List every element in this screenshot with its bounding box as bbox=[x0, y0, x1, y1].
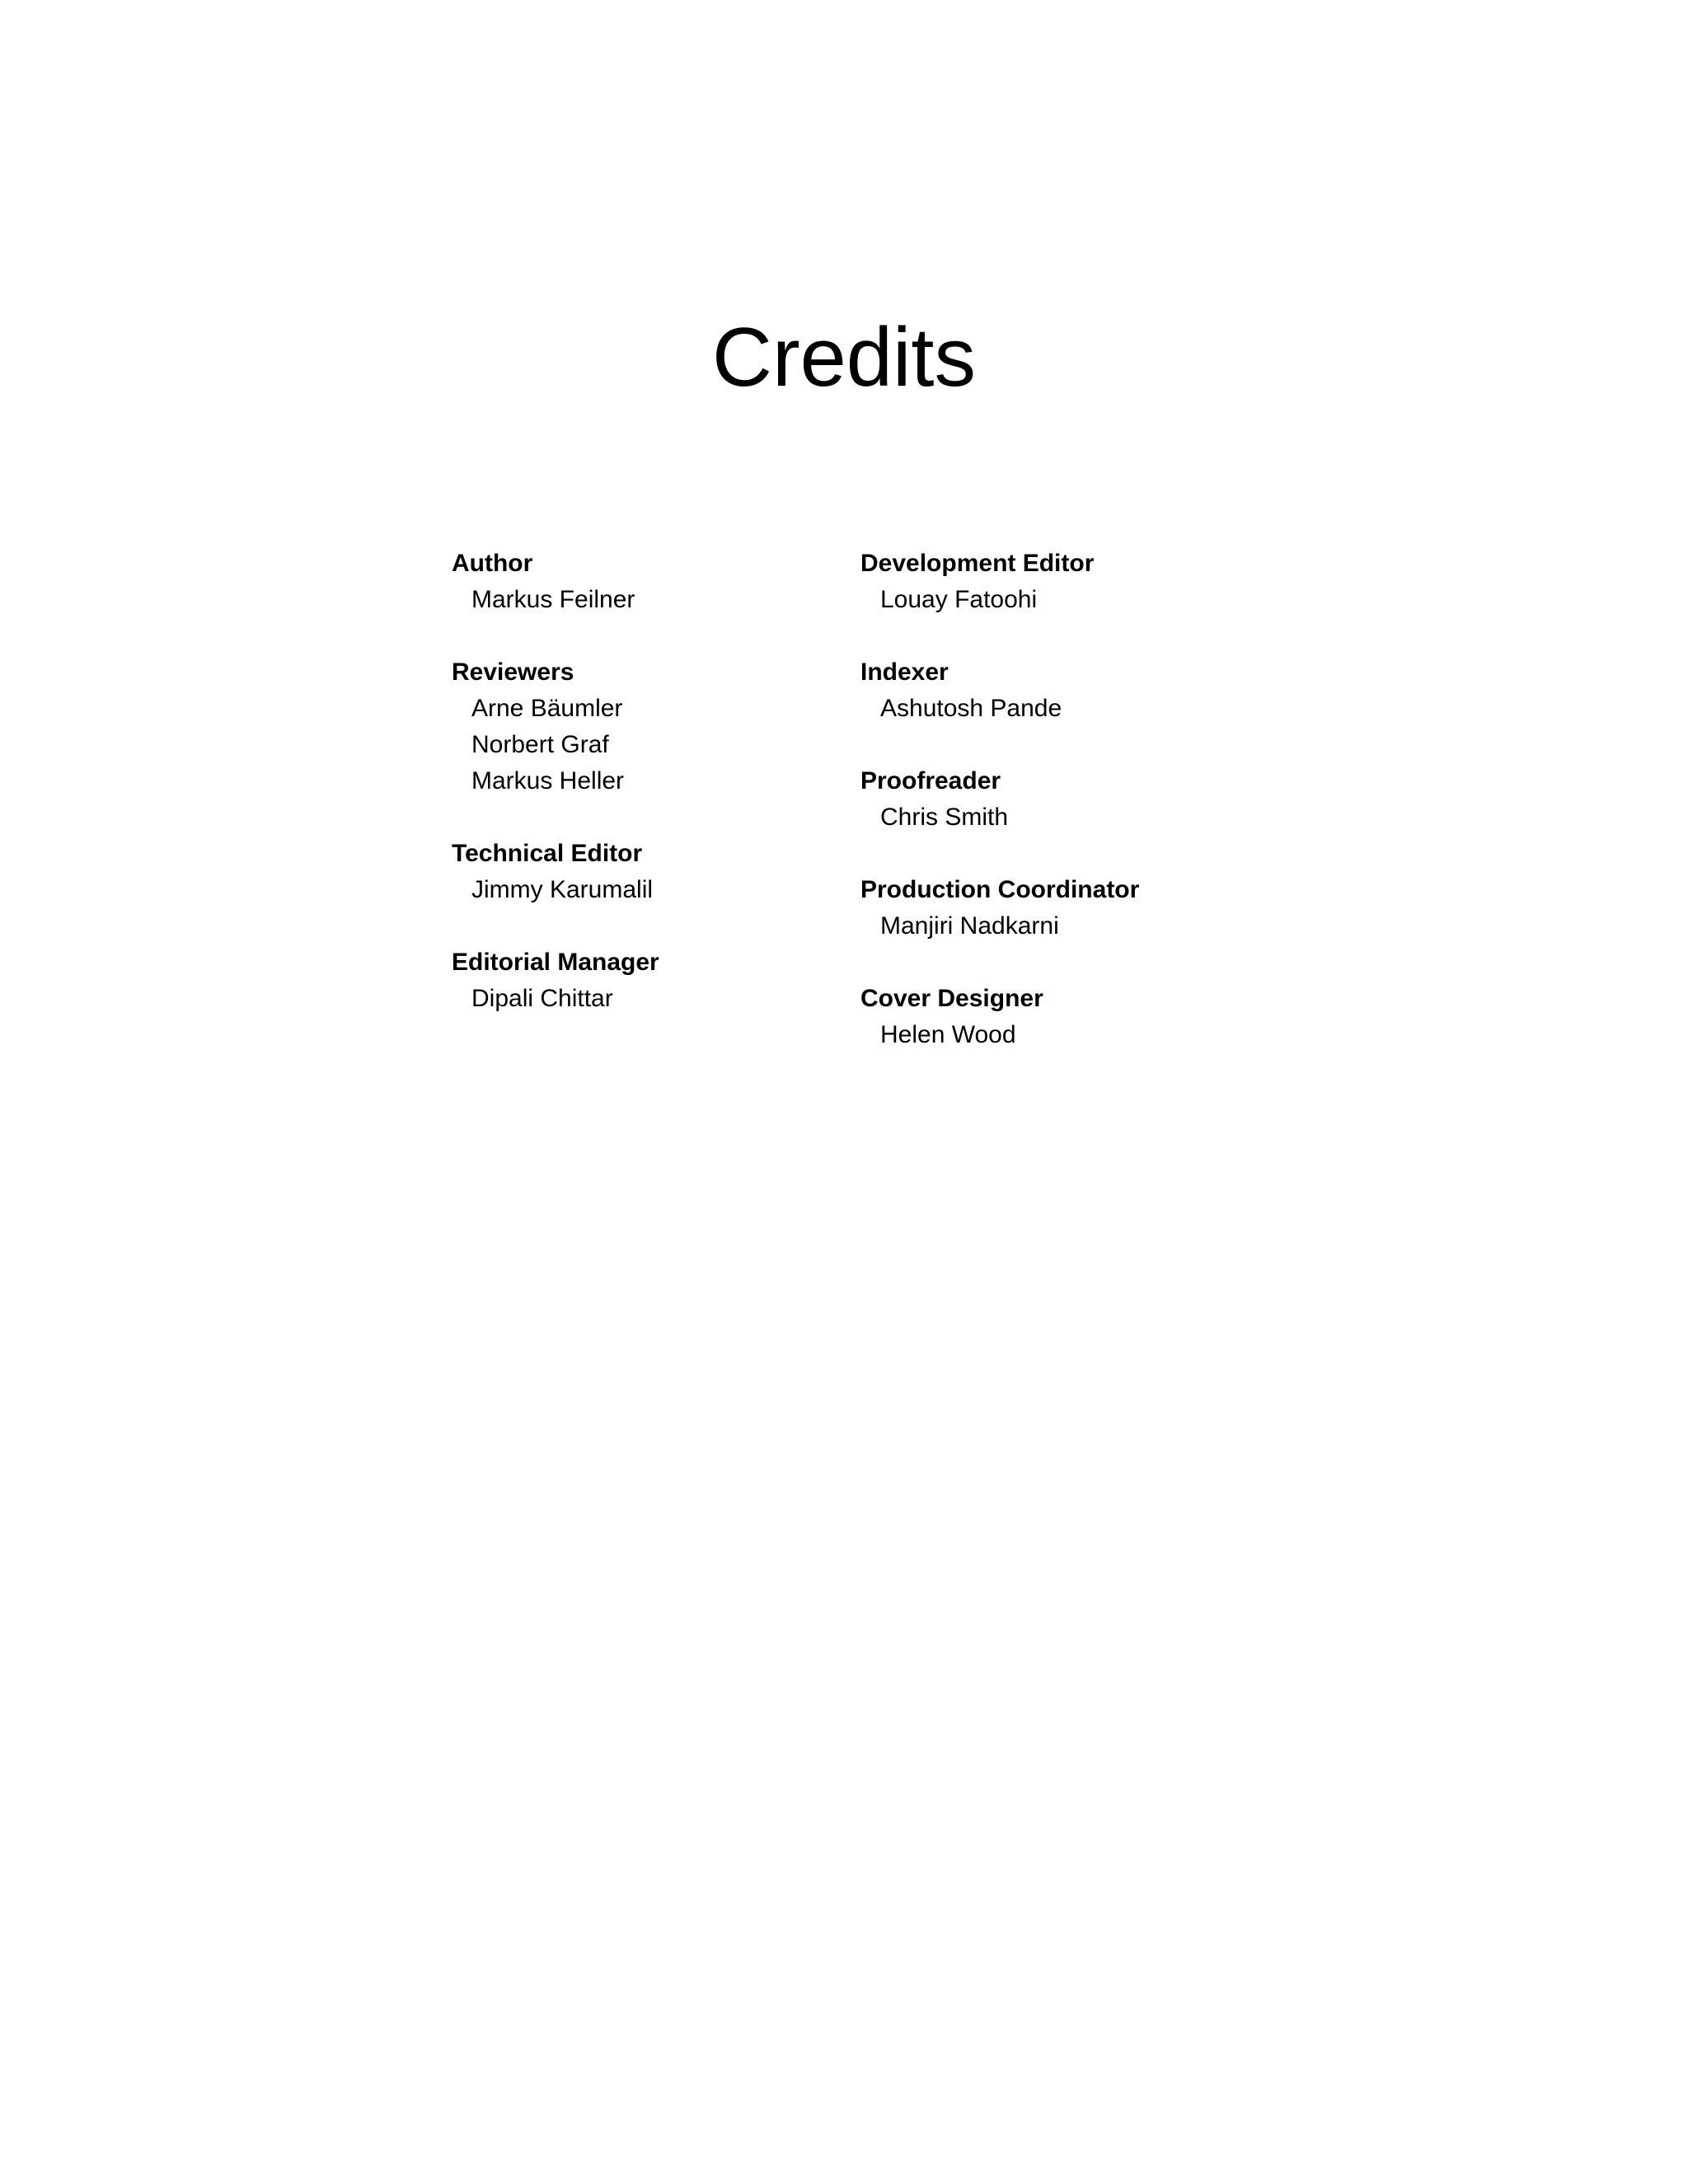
role-heading: Technical Editor bbox=[452, 840, 643, 867]
credit-group-editorial-manager bbox=[452, 944, 864, 1017]
person-name: Manjiri Nadkarni bbox=[880, 912, 1059, 940]
role-heading: Reviewers bbox=[452, 658, 574, 686]
person-name: Markus Feilner bbox=[471, 586, 635, 613]
role-heading: Cover Designer bbox=[860, 985, 1043, 1012]
person-name: Helen Wood bbox=[880, 1021, 1016, 1048]
person-name: Jimmy Karumalil bbox=[471, 876, 654, 903]
role-heading: Proofreader bbox=[860, 767, 1001, 794]
credit-group-indexer bbox=[860, 654, 1273, 727]
person-name: Norbert Graf bbox=[471, 731, 609, 758]
person-name: Chris Smith bbox=[880, 804, 1009, 831]
role-heading: Indexer bbox=[860, 658, 949, 686]
person-name: Dipali Chittar bbox=[471, 985, 613, 1012]
role-heading: Editorial Manager bbox=[452, 949, 659, 976]
credits-column-left bbox=[452, 546, 864, 1053]
page-title: Credits bbox=[712, 312, 976, 404]
credit-group-proofreader bbox=[860, 763, 1273, 836]
credit-group-development-editor bbox=[860, 546, 1273, 618]
role-heading: Author bbox=[452, 550, 533, 577]
person-name: Arne Bäumler bbox=[471, 695, 623, 722]
credit-group-production-coordinator bbox=[860, 872, 1273, 944]
role-heading: Production Coordinator bbox=[860, 876, 1140, 903]
credit-group-author bbox=[452, 546, 864, 618]
credit-group-reviewers bbox=[452, 654, 864, 799]
credits-column-right bbox=[860, 546, 1273, 1090]
person-name: Louay Fatoohi bbox=[880, 586, 1038, 613]
person-name: Markus Heller bbox=[471, 767, 625, 794]
credit-group-technical-editor bbox=[452, 836, 864, 908]
person-name: Ashutosh Pande bbox=[880, 695, 1062, 722]
role-heading: Development Editor bbox=[860, 550, 1095, 577]
credit-group-cover-designer bbox=[860, 981, 1273, 1053]
